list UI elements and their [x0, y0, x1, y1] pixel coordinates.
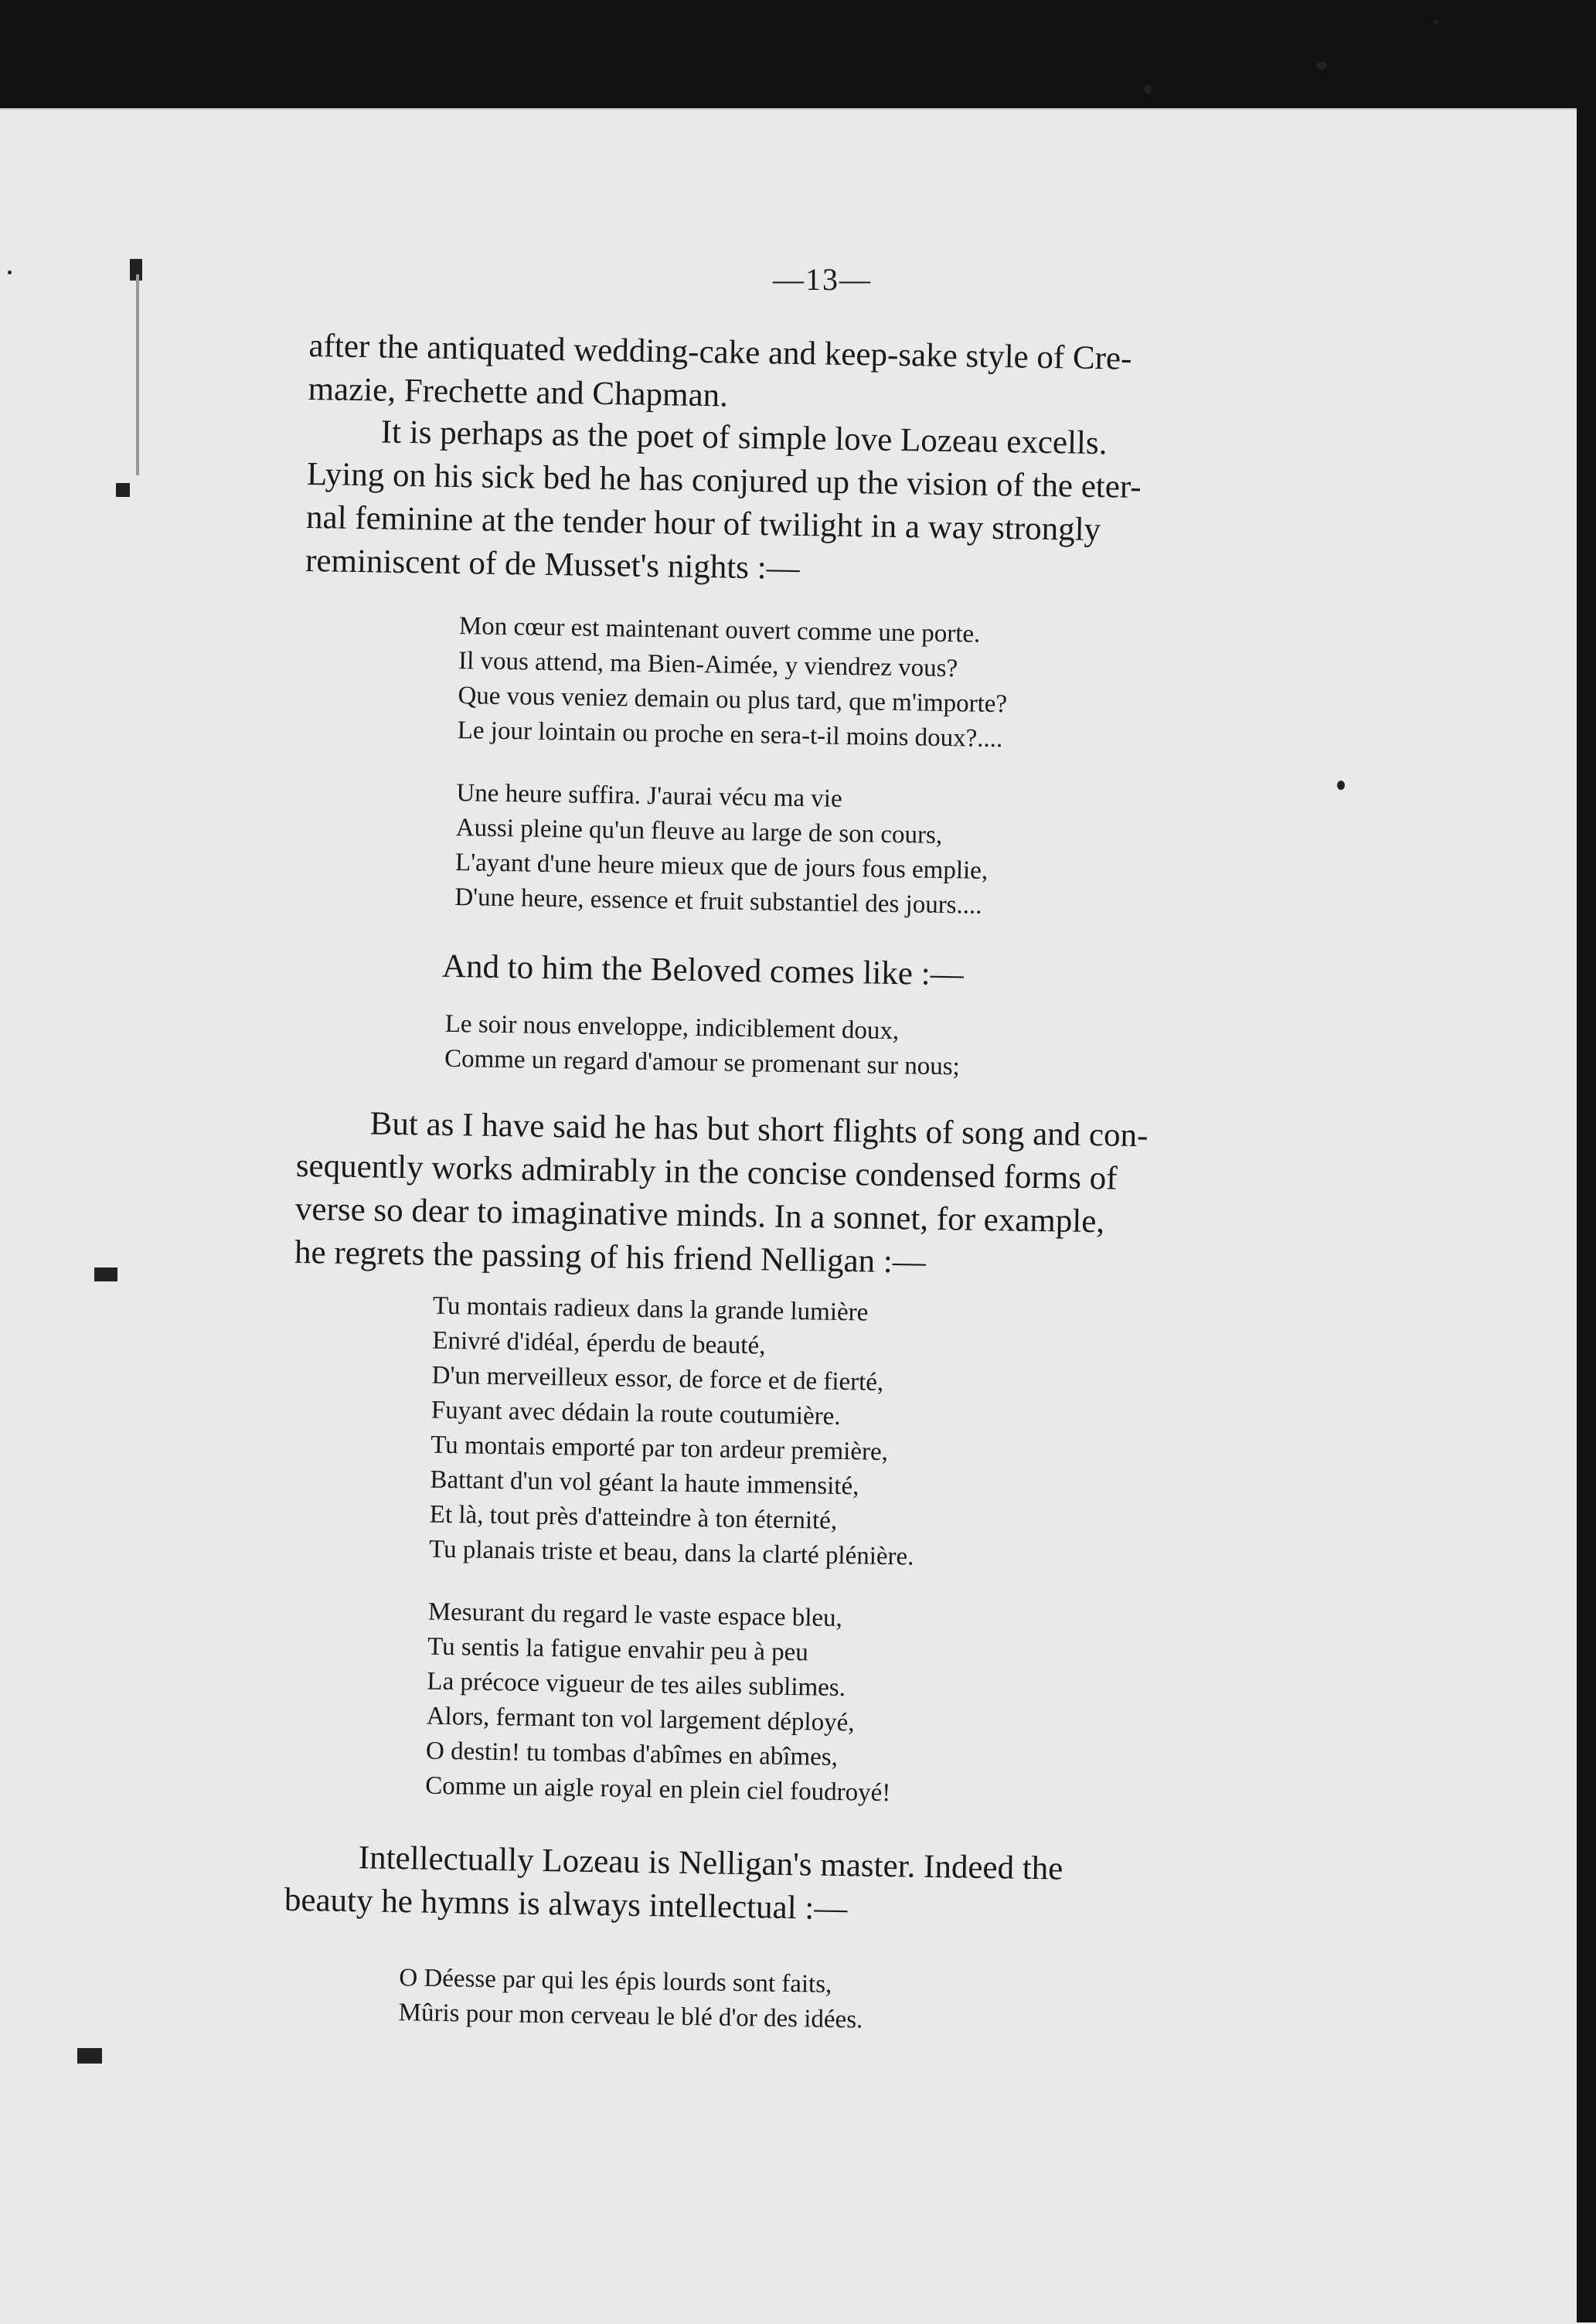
- verse-line: Tu montais radieux dans la grande lumière: [432, 1291, 869, 1327]
- text-line: It is perhaps as the poet of simple love Lozeau excells.: [380, 413, 1108, 462]
- text-line: mazie, Frechette and Chapman.: [308, 370, 729, 414]
- verse-quotation: [454, 609, 1009, 924]
- page-number: —13—: [773, 262, 872, 297]
- verse-line: D'une heure, essence et fruit substantiel des jours....: [454, 883, 982, 920]
- text-line: verse so dear to imaginative minds. In a sonnet, for example,: [294, 1190, 1105, 1240]
- text-line: But as I have said he has but short flights of song and con-: [369, 1105, 1149, 1155]
- text-line: reminiscent of de Musset's nights :—: [305, 542, 801, 587]
- verse-line: Mon cœur est maintenant ouvert comme une porte.: [458, 612, 981, 648]
- verse-line: Alors, fermant ton vol largement déployé,: [426, 1702, 855, 1737]
- verse-line: Enivré d'idéal, éperdu de beauté,: [432, 1326, 766, 1360]
- verse-line: Aussi pleine qu'un fleuve au large de son cours,: [455, 814, 943, 849]
- verse-line: Comme un regard d'amour se promenant sur nous;: [444, 1044, 961, 1081]
- paragraph: [284, 1836, 1063, 1934]
- margin-mark: [136, 274, 139, 475]
- verse-quotation: [444, 1007, 961, 1084]
- text-line: Lying on his sick bed he has conjured up the vision of the eter-: [306, 455, 1142, 505]
- paragraph: [305, 410, 1142, 596]
- margin-mark: [116, 483, 130, 497]
- verse-line: Mesurant du regard le vaste espace bleu,: [427, 1598, 843, 1633]
- text-line: nal feminine at the tender hour of twilight in a way strongly: [305, 498, 1101, 549]
- text-line: he regrets the passing of his friend Nelligan :—: [294, 1233, 927, 1281]
- verse-line: D'un merveilleux essor, de force et de fierté,: [431, 1361, 884, 1397]
- verse-line: Tu planais triste et beau, dans la clarté plénière.: [428, 1535, 914, 1571]
- verse-line: Mûris pour mon cerveau le blé d'or des idées.: [398, 1999, 863, 2034]
- text-line: And to him the Beloved comes like :—: [441, 948, 965, 993]
- verse-line: Une heure suffira. J'aurai vécu ma vie: [456, 779, 842, 813]
- verse-line: L'ayant d'une heure mieux que de jours fous emplie,: [454, 849, 989, 885]
- verse-line: Il vous attend, ma Bien-Aimée, y viendrez vous?: [458, 647, 958, 683]
- paragraph: [308, 325, 1132, 424]
- verse-line: Fuyant avec dédain la route coutumière.: [430, 1396, 841, 1431]
- text-line: Intellectually Lozeau is Nelligan's master. Indeed the: [358, 1839, 1063, 1887]
- verse-line: Tu montais emporté par ton ardeur première,: [430, 1431, 889, 1466]
- verse-line: O destin! tu tombas d'abîmes en abîmes,: [425, 1737, 839, 1771]
- verse-line: Et là, tout près d'atteindre à ton éternité,: [429, 1500, 838, 1535]
- verse-line: Battant d'un vol géant la haute immensité,: [430, 1465, 859, 1501]
- text-line: beauty he hymns is always intellectual :—: [284, 1881, 848, 1928]
- verse-line: Comme un aigle royal en plein ciel foudroyé!: [425, 1771, 891, 1808]
- verse-quotation: [425, 1289, 918, 1812]
- verse-line: Le soir nous enveloppe, indiciblement doux,: [444, 1009, 900, 1046]
- verse-quotation: [398, 1961, 863, 2037]
- paragraph: [294, 1101, 1149, 1288]
- verse-line: La précoce vigueur de tes ailes sublimes.: [427, 1667, 846, 1703]
- text-line: after the antiquated wedding-cake and keep-sake style of Cre-: [308, 327, 1132, 377]
- margin-mark: [77, 2048, 102, 2064]
- verse-line: Que vous veniez demain ou plus tard, que m'importe?: [458, 682, 1008, 719]
- scan-edge: [1577, 108, 1596, 2322]
- verse-line: Tu sentis la fatigue envahir peu à peu: [427, 1632, 809, 1667]
- verse-line: O Déesse par qui les épis lourds sont faits,: [399, 1964, 832, 1999]
- margin-mark: [94, 1267, 117, 1281]
- verse-line: Le jour lointain ou proche en sera-t-il moins doux?....: [457, 716, 1003, 754]
- text-line: sequently works admirably in the concise condensed forms of: [295, 1147, 1118, 1197]
